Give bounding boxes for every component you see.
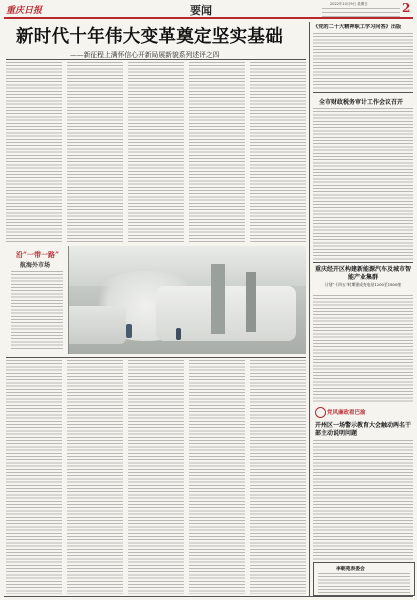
column-divider — [309, 22, 310, 597]
date-line: 2022年10月9日 星期日 — [330, 2, 368, 6]
sidebar-top-title: 《党的二十大精神职工学习问答》出版 — [313, 24, 402, 30]
main-story-body — [6, 62, 306, 243]
ad-label: 党风廉政看巴渝 — [327, 410, 366, 416]
sidebar — [313, 22, 413, 597]
bottom-box — [313, 562, 415, 596]
footer-rule — [4, 596, 413, 597]
caption-title: 沿“一带一路” — [16, 250, 60, 259]
section-title: 要闻 — [190, 4, 212, 17]
caption-sub: 航海外市场 — [20, 262, 51, 269]
ad-banner — [313, 405, 413, 419]
main-headline: 新时代十年伟大变革奠定坚实基础 — [16, 27, 283, 47]
masthead-rule — [4, 17, 413, 19]
masthead — [0, 0, 417, 20]
paper-name: 重庆日报 — [6, 6, 43, 16]
bottom-box-title: 李朝苑表委会 — [336, 566, 365, 572]
sidebar-article2-title: 全市财政税务审计工作会议召开 — [319, 99, 404, 106]
main-subheadline: ——新征程上满怀信心开新局展新貌系列述评之四 — [70, 51, 220, 59]
ad-circle-icon — [315, 407, 326, 418]
sidebar-article3-sub: 计划“十四五”时期建成充电站1200至1800座 — [324, 282, 402, 287]
sidebar-article3-title: 重庆经开区构建新能源汽车及城市智能产业集群 — [315, 266, 412, 281]
photo-caption — [6, 246, 69, 354]
sidebar-article4-title: 开州区一场警示教育大会触动两名干部主动说明问题 — [315, 422, 412, 437]
page-number: 2 — [402, 1, 411, 15]
lower-story-body — [6, 360, 306, 594]
